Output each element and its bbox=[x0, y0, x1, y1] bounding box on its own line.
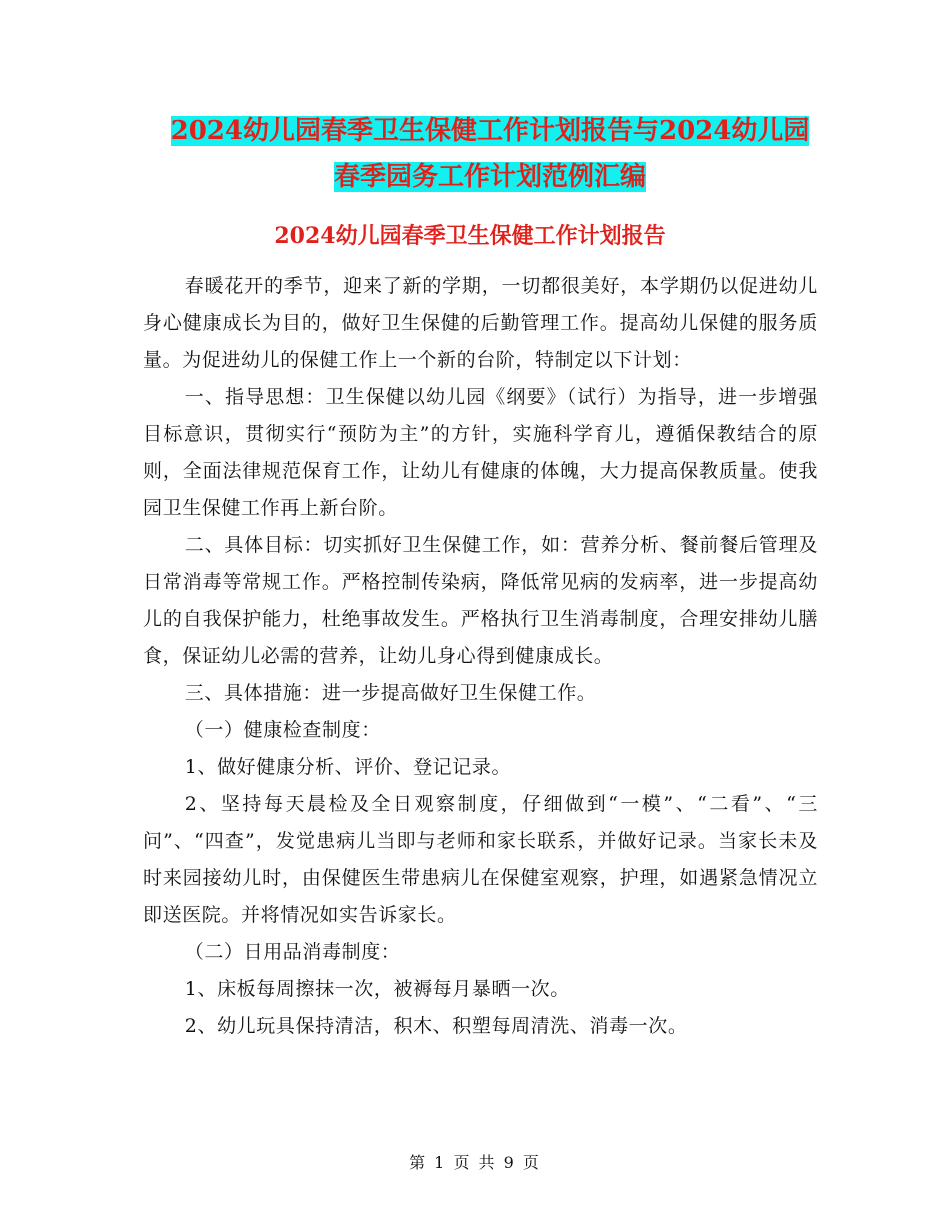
paragraph: 2、幼儿玩具保持清洁，积木、积塑每周清洗、消毒一次。 bbox=[184, 1015, 688, 1037]
paragraph: 2、坚持每天晨检及全日观察制度，仔细做到“一模”、“二看”、“三问”、“四查”，发觉患病儿当即与老师和家长联系，并做好记录。当家长未及时来园接幼儿时，由保健医生带患病儿在保健室观察，护理，如遇紧急情况立即送医院。并将情况如实告诉家长。 bbox=[143, 793, 818, 926]
paragraph: 二、具体目标：切实抓好卫生保健工作，如：营养分析、餐前餐后管理及日常消毒等常规工作。严格控制传染病，降低常见病的发病率，进一步提高幼儿的自我保护能力，杜绝事故发生。严格执行卫生消毒制度，合理安排幼儿膳食，保证幼儿必需的营养，让幼儿身心得到健康成长。 bbox=[143, 534, 818, 667]
section-title: 2024幼儿园春季卫生保健工作计划报告 bbox=[274, 223, 666, 249]
document-title bbox=[140, 108, 840, 200]
document-body bbox=[143, 268, 818, 1045]
title-line-2: 春季园务工作计划范例汇编 bbox=[333, 162, 646, 192]
page-footer: 第 1 页 共 9 页 bbox=[409, 1153, 541, 1172]
paragraph: 三、具体措施：进一步提高做好卫生保健工作。 bbox=[184, 682, 597, 704]
paragraph: （一）健康检查制度： bbox=[184, 719, 381, 741]
paragraph: （二）日用品消毒制度： bbox=[184, 941, 401, 963]
paragraph: 1、做好健康分析、评价、登记记录。 bbox=[184, 756, 512, 778]
title-line-1: 2024幼儿园春季卫生保健工作计划报告与2024幼儿园 bbox=[170, 116, 810, 146]
paragraph: 一、指导思想：卫生保健以幼儿园《纲要》（试行）为指导，进一步增强目标意识，贯彻实行“预防为主”的方针，实施科学育儿，遵循保教结合的原则，全面法律规范保育工作，让幼儿有健康的体魄，大力提高保教质量。使我园卫生保健工作再上新台阶。 bbox=[143, 386, 818, 519]
paragraph: 1、床板每周擦抹一次，被褥每月暴晒一次。 bbox=[184, 978, 570, 1000]
paragraph: 春暖花开的季节，迎来了新的学期，一切都很美好，本学期仍以促进幼儿身心健康成长为目的，做好卫生保健的后勤管理工作。提高幼儿保健的服务质量。为促进幼儿的保健工作上一个新的台阶，特制定以下计划： bbox=[143, 275, 818, 371]
